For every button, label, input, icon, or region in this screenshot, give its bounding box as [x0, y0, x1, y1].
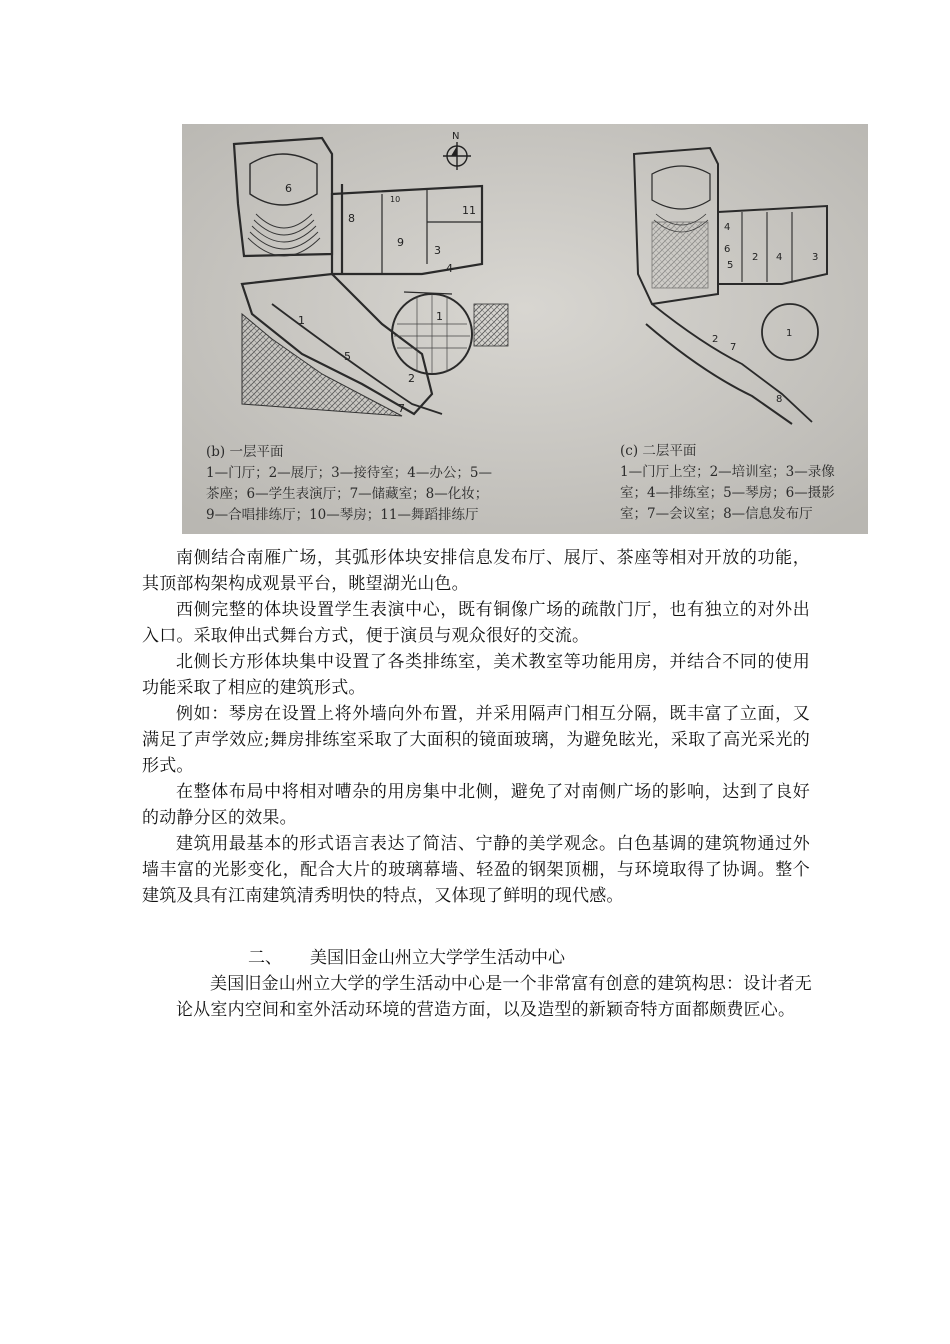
plan-b-room-label: 11: [462, 204, 476, 217]
plan-c-room-label: 8: [776, 394, 783, 405]
paragraph: 西侧完整的体块设置学生表演中心，既有铜像广场的疏散门厅，也有独立的对外出入口。采取伸出式舞台方式，便于演员与观众很好的交流。: [142, 600, 810, 646]
plan-b-room-label: 1: [436, 310, 443, 323]
plan-c-room-label: 1: [786, 328, 793, 339]
plan-b-legend-line: 1—门厅；2—展厅；3—接待室；4—办公；5—: [206, 465, 492, 481]
north-label: N: [452, 131, 460, 142]
plan-b-room-label: 5: [344, 350, 351, 363]
plan-b-room-label: 6: [285, 182, 292, 195]
plan-c-room-label: 2: [712, 334, 719, 345]
plan-c-room-label: 2: [752, 252, 759, 263]
plan-b-legend-line: 茶座；6—学生表演厅；7—储藏室；8—化妆；: [206, 486, 489, 502]
plan-c-caption: [620, 441, 835, 525]
body-text: [142, 545, 810, 909]
plan-c-seating: [652, 214, 708, 288]
plan-c-room-label: 4: [776, 252, 783, 263]
plan-c-legend-line: 室；4—排练室；5—琴房；6—摄影: [620, 485, 835, 501]
paragraph: 在整体布局中将相对嘈杂的用房集中北侧，避免了对南侧广场的影响，达到了良好的动静分区的效果。: [142, 782, 810, 828]
plan-b-room-label: 1: [298, 314, 305, 327]
plan-c-legend-line: 室；7—会议室；8—信息发布厅: [620, 506, 813, 522]
section-body: [176, 971, 812, 1023]
plan-c-room-label: 6: [724, 244, 731, 255]
plan-c-room-label: 3: [812, 252, 819, 263]
paragraph: 北侧长方形体块集中设置了各类排练室，美术教室等功能用房，并结合不同的使用功能采取了相应的建筑形式。: [142, 652, 810, 698]
plan-b-room-label: 7: [398, 402, 405, 415]
plan-b-room-label: 8: [348, 212, 355, 225]
paragraph: 建筑用最基本的形式语言表达了简洁、宁静的美学观念。白色基调的建筑物通过外墙丰富的光影变化，配合大片的玻璃幕墙、轻盈的钢架顶棚，与环境取得了协调。整个建筑及具有江南建筑清秀明快的特点，又体现了鲜明的现代感。: [142, 834, 810, 906]
plan-b-title: (b) 一层平面: [206, 444, 284, 460]
plan-c-room-label: 4: [724, 222, 731, 233]
paragraph: 例如：琴房在设置上将外墙向外布置，并采用隔声门相互分隔，既丰富了立面，又满足了声学效应;舞房排练室采取了大面积的镜面玻璃，为避免眩光，采取了高光采光的形式。: [142, 704, 810, 776]
plan-c-room-label: 5: [727, 260, 734, 271]
plan-c-legend-line: 1—门厅上空；2—培训室；3—录像: [620, 464, 835, 480]
plan-b-room-label: 2: [408, 372, 415, 385]
section-title: 美国旧金山州立大学学生活动中心: [310, 948, 565, 968]
plan-b-room-label: 10: [390, 195, 401, 204]
plan-b-caption: [206, 442, 492, 526]
paragraph: 南侧结合南雁广场，其弧形体块安排信息发布厅、展厅、茶座等相对开放的功能，其顶部构架构成观景平台，眺望湖光山色。: [142, 548, 810, 594]
plan-c-title: (c) 二层平面: [620, 443, 697, 459]
section-number: 二、: [248, 948, 282, 968]
floor-plan-photo: [182, 124, 868, 534]
plan-b-room-label: 4: [446, 262, 453, 275]
section-paragraph: 美国旧金山州立大学的学生活动中心是一个非常富有创意的建筑构思：设计者无论从室内空间和室外活动环境的营造方面，以及造型的新颖奇特方面都颇费匠心。: [176, 974, 812, 1020]
plan-b-room-label: 9: [397, 236, 404, 249]
plan-b-legend-line: 9—合唱排练厅；10—琴房；11—舞蹈排练厅: [206, 507, 479, 523]
section-heading: [248, 945, 565, 971]
plan-b-room-label: 3: [434, 244, 441, 257]
plan-c-room-label: 7: [730, 342, 737, 353]
